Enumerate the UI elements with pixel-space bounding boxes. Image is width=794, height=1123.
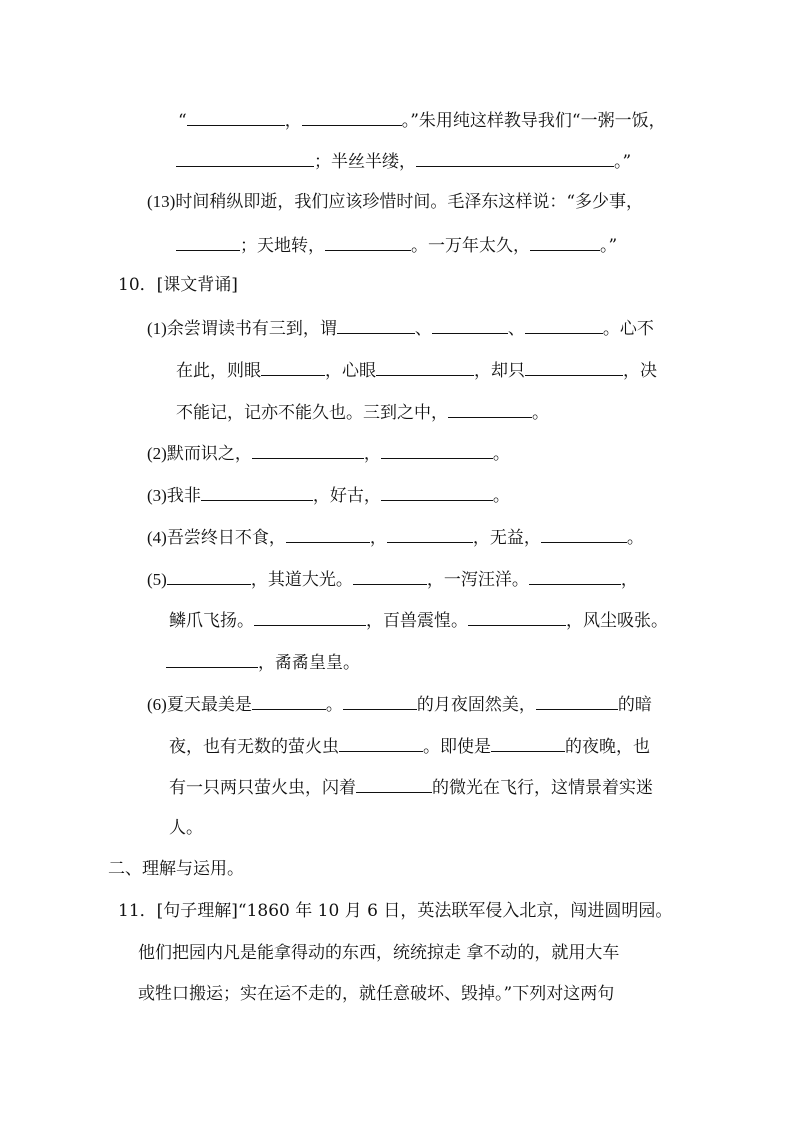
answer-blank[interactable] [491,733,565,752]
q9-line12b [176,148,631,174]
answer-blank[interactable] [387,524,473,543]
q9-line12a [178,107,666,133]
punct: 。” [600,236,618,256]
q10-p1-line3 [176,399,549,425]
q10-p5-line1 [147,566,638,592]
text: 。心不 [602,319,654,339]
answer-blank[interactable] [530,232,600,251]
answer-blank[interactable] [187,107,285,126]
text: 的月夜固然美， [416,695,536,715]
text: 的微光在飞行，这情景着实迷 [432,778,653,798]
text: 不能记，记亦不能久也。三到之中， [176,403,448,423]
q10-p5-line2 [169,607,668,633]
answer-blank[interactable] [252,691,326,710]
q10-p4 [147,524,644,550]
punct: 。” [614,152,632,172]
answer-blank[interactable] [525,357,623,376]
text: 的夜晚，也 [565,737,650,757]
q11-line3: 或牲口搬运；实在运不走的，就任意破坏、毁掉。”下列对这两句 [138,984,615,1004]
quote-mark: “ [178,111,187,131]
text: 吾尝终日不食， [166,528,286,548]
answer-blank[interactable] [536,691,618,710]
answer-blank[interactable] [381,440,493,459]
punct: 、 [507,319,525,339]
question-number: 11． [118,901,157,921]
q10-p6-line3 [169,774,653,800]
answer-blank[interactable] [167,566,251,585]
q10-p5-line3 [166,649,360,675]
answer-blank[interactable] [325,232,411,251]
item-number: (4) [147,528,167,547]
text: ，一泻汪洋。 [426,570,529,590]
text: 我非 [166,486,201,506]
item-number: (6) [147,695,167,714]
q11-line2: 他们把园内凡是能拿得动的东西，统统掠走 拿不动的，就用大车 [138,943,620,963]
text: 有一只两只萤火虫，闪着 [169,778,356,798]
answer-blank[interactable] [286,524,370,543]
answer-blank[interactable] [176,232,240,251]
punct: 、 [414,319,432,339]
answer-blank[interactable] [448,399,532,418]
text: 余尝谓读书有三到，谓 [166,319,337,339]
item-text: 时间稍纵即逝，我们应该珍惜时间。毛泽东这样说：“多少事， [175,192,644,212]
answer-blank[interactable] [525,315,603,334]
q10-p3 [147,482,510,508]
text: 的暗 [617,695,652,715]
q10-p2 [147,440,510,466]
text: 。一万年太久， [411,236,530,256]
text: 鳞爪飞扬。 [169,611,254,631]
item-number: (13) [147,192,176,211]
text: 默而识之， [166,444,252,464]
text: ，好古， [312,486,381,506]
item-number: (2) [147,444,167,463]
item-number: (1) [147,319,167,338]
q10-p1-line2 [176,357,657,383]
answer-blank[interactable] [381,482,493,501]
text: ；天地转， [240,236,325,256]
punct: ， [369,528,387,548]
q10-p6-line2 [169,733,650,759]
q10-header: 10．[课文背诵] [118,275,238,295]
item-number: (5) [147,570,167,589]
punct: ， [620,570,638,590]
q9-line12a-quote: “一粥一饭， [571,111,666,131]
item-number: (3) [147,486,167,505]
punct: 。 [626,528,644,548]
answer-blank[interactable] [337,315,415,334]
answer-blank[interactable] [356,774,432,793]
punct: 。 [532,403,549,423]
text: ，决 [623,361,657,381]
q9-line12b-text: ；半丝半缕， [314,152,416,172]
q9-item13 [147,190,643,214]
answer-blank[interactable] [201,482,313,501]
text: ，风尘吸张。 [566,611,668,631]
text: 夏天最美是 [166,695,252,715]
answer-blank[interactable] [353,566,427,585]
section-title: 二、理解与运用。 [108,859,244,879]
answer-blank[interactable] [252,440,364,459]
answer-blank[interactable] [339,733,423,752]
answer-blank[interactable] [166,649,258,668]
text: 。即使是 [423,737,491,757]
q10-p1-line1 [147,315,654,341]
punct: ， [363,444,381,464]
text: “1860 年 10 月 6 日，英法联军侵入北京，闯进圆明园。 [237,901,673,921]
q10-p6-line1 [147,691,652,717]
q11-line1 [118,899,672,923]
question-tag: [句子理解] [156,901,238,921]
q10-p6-line4: 人。 [169,818,203,838]
text: ，心眼 [325,361,376,381]
q9-line12a-text: 。”朱用纯这样教导我们 [401,111,572,131]
answer-blank[interactable] [541,524,627,543]
text: ，却只 [474,361,525,381]
text: ，无益， [472,528,541,548]
q9-line13b [176,232,617,258]
text: 在此，则眼 [176,361,261,381]
text: ，百兽震惶。 [366,611,468,631]
answer-blank[interactable] [376,357,474,376]
answer-blank[interactable] [343,691,417,710]
punct: ， [284,111,302,131]
answer-blank[interactable] [261,357,325,376]
answer-blank[interactable] [254,607,366,626]
answer-blank[interactable] [416,148,614,167]
answer-blank[interactable] [468,607,566,626]
answer-blank[interactable] [302,107,402,126]
answer-blank[interactable] [176,148,314,167]
answer-blank[interactable] [529,566,621,585]
punct: 。 [492,486,510,506]
text: 夜，也有无数的萤火虫 [169,737,339,757]
text: ，矞矞皇皇。 [258,653,360,673]
punct: 。 [325,695,343,715]
text: ，其道大光。 [250,570,353,590]
punct: 。 [492,444,510,464]
answer-blank[interactable] [432,315,508,334]
